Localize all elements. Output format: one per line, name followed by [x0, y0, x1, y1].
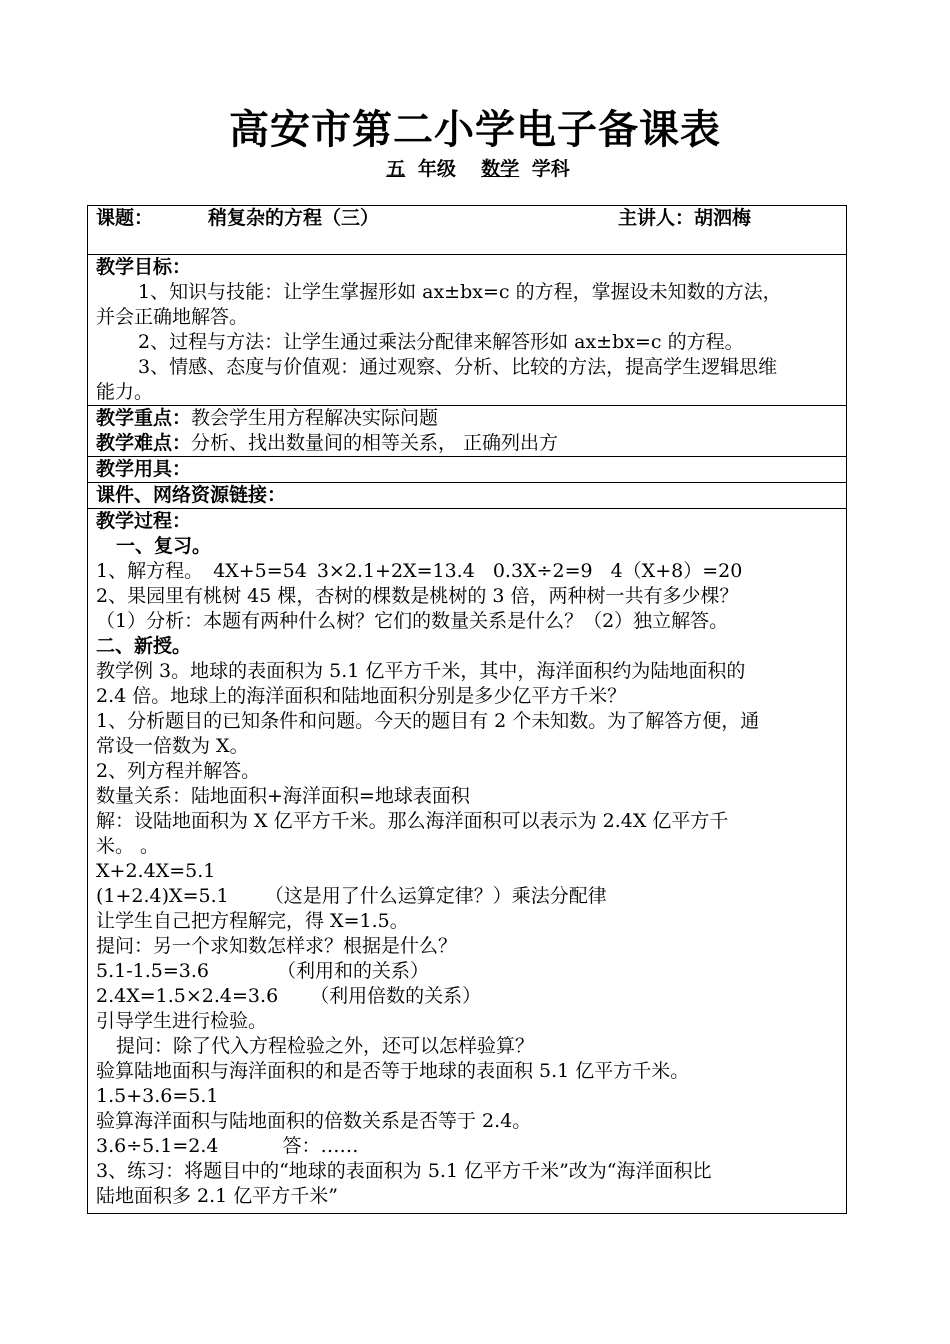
objectives-row [88, 255, 847, 406]
verify-line: 验算海洋面积与陆地面积的倍数关系是否等于 2.4。 [96, 1110, 532, 1132]
calc-note: （利用和的关系） [277, 960, 430, 982]
equation-note: （这是用了什么运算定律？）乘法分配律 [264, 885, 607, 907]
verify-line: 验算陆地面积与海洋面积的和是否等于地球的表面积 5.1 亿平方千米。 [96, 1060, 690, 1082]
question-line: 提问：另一个求知数怎样求？根据是什么？ [96, 935, 458, 957]
focus-value: 教会学生用方程解决实际问题 [191, 407, 439, 429]
step-line: 常设一倍数为 X。 [96, 735, 249, 757]
calc: 5.1-1.5=3.6 [96, 960, 209, 982]
objective-line: 3、情感、态度与价值观：通过观察、分析、比较的方法，提高学生逻辑思维 [138, 356, 778, 378]
solve-line: 米。 。 [96, 835, 160, 857]
subject-label: 学科 [531, 158, 570, 180]
page-title: 高安市第二小学电子备课表 [229, 106, 721, 153]
question-line: 提问：除了代入方程检验之外，还可以怎样验算？ [116, 1035, 535, 1057]
calc-line [96, 959, 838, 984]
difficulty-label: 教学难点： [96, 432, 192, 454]
step-line: 1、分析题目的已知条件和问题。今天的题目有 2 个未知数。为了解答方便，通 [96, 710, 760, 732]
review-prefix: 1、解方程。 [96, 560, 204, 582]
equation-line: X+2.4X=5.1 [96, 860, 216, 882]
equation: 0.3X÷2=9 [492, 560, 593, 582]
calc-line [96, 984, 838, 1009]
objective-line: 能力。 [96, 381, 154, 403]
objective-line: 2、过程与方法：让学生通过乘法分配律来解答形如 ax±bx=c 的方程。 [138, 331, 744, 353]
equation: 4（X+8）=20 [610, 560, 743, 582]
topic-label: 课题： [96, 207, 154, 229]
review-analysis: （1）分析：本题有两种什么树？它们的数量关系是什么？（2）独立解答。 [96, 610, 729, 632]
process-row [88, 509, 847, 1214]
topic-value: 稍复杂的方程（三） [208, 207, 380, 229]
review-heading: 一、复习。 [116, 535, 212, 557]
key-points-row [88, 406, 847, 457]
example-line: 2.4 倍。地球上的海洋面积和陆地面积分别是多少亿平方千米？ [96, 685, 627, 707]
objective-line: 1、知识与技能：让学生掌握形如 ax±bx=c 的方程，掌握设未知数的方法， [138, 281, 782, 303]
equation: 4X+5=54 [213, 560, 307, 582]
solve-line: 解：设陆地面积为 X 亿平方千米。那么海洋面积可以表示为 2.4X 亿平方千 [96, 810, 729, 832]
grade-label: 年级 [417, 158, 456, 180]
example-line: 教学例 3。地球的表面积为 5.1 亿平方千米，其中，海洋面积约为陆地面积的 [96, 660, 746, 682]
topic-row [88, 206, 847, 255]
objective-line: 并会正确地解答。 [96, 306, 249, 328]
grade-subject-line [0, 157, 950, 181]
verify-calc: 3.6÷5.1=2.4 [96, 1135, 219, 1157]
lesson-plan-table [87, 205, 847, 1214]
equation: 3×2.1+2X=13.4 [316, 560, 475, 582]
focus-label: 教学重点： [96, 407, 192, 429]
difficulty-line [96, 431, 838, 456]
verify-calc: 1.5+3.6=5.1 [96, 1085, 219, 1107]
focus-line [96, 406, 838, 431]
relation-line: 数量关系：陆地面积+海洋面积=地球表面积 [96, 785, 470, 807]
practice-line: 3、练习：将题目中的“地球的表面积为 5.1 亿平方千米”改为“海洋面积比 [96, 1160, 712, 1182]
equation-line: 让学生自己把方程解完，得 X=1.5。 [96, 910, 409, 932]
check-line: 引导学生进行检验。 [96, 1010, 268, 1032]
speaker: 主讲人：胡泗梅 [618, 207, 752, 229]
calc-note: （利用倍数的关系） [310, 985, 482, 1007]
process-label: 教学过程： [96, 510, 192, 532]
practice-line: 陆地面积多 2.1 亿平方千米” [96, 1185, 339, 1207]
step-line: 2、列方程并解答。 [96, 760, 261, 782]
tools-label: 教学用具： [96, 458, 192, 480]
grade-value: 五 [386, 158, 406, 180]
calc: 2.4X=1.5×2.4=3.6 [96, 985, 279, 1007]
review-problem: 2、果园里有桃树 45 棵，杏树的棵数是桃树的 3 倍，两种树一共有多少棵？ [96, 585, 739, 607]
resources-row [88, 483, 847, 509]
equation-line [96, 884, 838, 909]
equation: (1+2.4)X=5.1 [96, 885, 229, 907]
difficulty-value: 分析、找出数量间的相等关系， 正确列出方 [191, 432, 559, 454]
subject-value: 数学 [481, 158, 520, 180]
review-equations [96, 559, 838, 584]
resources-label: 课件、网络资源链接： [96, 484, 287, 506]
tools-row [88, 457, 847, 483]
answer: 答：…… [282, 1135, 359, 1157]
new-heading: 二、新授。 [96, 635, 192, 657]
verify-calc-line [96, 1134, 838, 1159]
objectives-label: 教学目标： [96, 256, 192, 278]
